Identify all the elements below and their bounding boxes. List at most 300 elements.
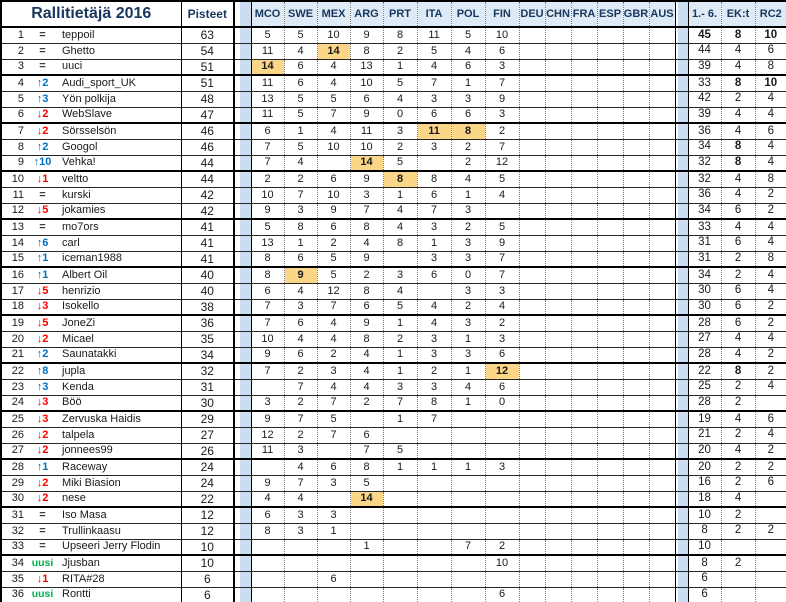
round-score-cell: 3 [417, 331, 451, 347]
standings-row [1, 107, 786, 123]
round-score-cell: 3 [451, 91, 485, 107]
round-score-cell [545, 491, 571, 507]
round-score-cell: 3 [383, 123, 417, 139]
spacer-cell [240, 555, 251, 571]
round-score-cell [485, 411, 519, 427]
round-score-cell [317, 587, 350, 602]
round-score-cell: 6 [251, 123, 284, 139]
round-score-cell: 8 [251, 251, 284, 267]
round-score-cell [649, 267, 675, 283]
round-score-cell: 4 [284, 459, 317, 475]
round-score-cell [649, 283, 675, 299]
round-score-cell [519, 107, 545, 123]
spacer-cell [678, 155, 688, 171]
round-score-cell: 5 [317, 267, 350, 283]
points-cell: 54 [181, 43, 234, 59]
round-score-cell [545, 427, 571, 443]
round-score-cell: 6 [417, 187, 451, 203]
rc2-points-cell: 4 [755, 139, 786, 155]
rank-cell: 17 [1, 283, 27, 299]
round-score-cell: 9 [485, 235, 519, 251]
points-cell: 6 [181, 587, 234, 602]
up-arrow-indicator: ↑8 [36, 364, 49, 377]
round-score-cell [545, 459, 571, 475]
spacer-cell [240, 539, 251, 555]
rc2-points-cell: 2 [755, 315, 786, 331]
round-score-cell [649, 43, 675, 59]
ekt-points-cell: 4 [721, 347, 755, 363]
rank-cell: 28 [1, 459, 27, 475]
round-score-cell [597, 75, 623, 91]
summary-header-first-six: 1.- 6. [688, 1, 721, 27]
round-score-cell [545, 251, 571, 267]
round-score-cell [519, 91, 545, 107]
round-score-cell [519, 187, 545, 203]
round-score-cell: 13 [350, 59, 383, 75]
round-score-cell: 2 [451, 139, 485, 155]
round-score-cell: 6 [485, 379, 519, 395]
up-arrow-indicator: ↑1 [36, 268, 49, 281]
ekt-points-cell [721, 587, 755, 602]
round-score-cell: 4 [317, 75, 350, 91]
round-score-cell [519, 571, 545, 587]
rank-cell: 21 [1, 347, 27, 363]
movement-cell [27, 267, 58, 283]
round-score-cell: 2 [451, 155, 485, 171]
round-score-cell: 13 [251, 91, 284, 107]
up-arrow-indicator: ↑2 [36, 140, 49, 153]
round-score-cell [571, 347, 597, 363]
round-score-cell: 6 [284, 251, 317, 267]
round-score-cell [545, 443, 571, 459]
round-score-cell: 10 [317, 27, 350, 43]
round-score-cell [317, 155, 350, 171]
player-name-cell: Rontti [58, 587, 181, 602]
round-score-cell [623, 555, 649, 571]
round-score-cell [451, 555, 485, 571]
round-score-cell [571, 571, 597, 587]
standings-row [1, 27, 786, 43]
points-cell: 47 [181, 107, 234, 123]
points-cell: 30 [181, 395, 234, 411]
round-score-cell: 4 [350, 379, 383, 395]
rc2-points-cell: 6 [755, 123, 786, 139]
movement-cell [27, 43, 58, 59]
rank-cell: 15 [1, 251, 27, 267]
spacer-cell [678, 315, 688, 331]
round-score-cell [649, 459, 675, 475]
round-score-cell: 10 [317, 139, 350, 155]
movement-cell [27, 587, 58, 602]
round-score-cell: 1 [284, 123, 317, 139]
player-name-cell: Upseeri Jerry Flodin [58, 539, 181, 555]
ekt-points-cell: 6 [721, 203, 755, 219]
round-score-cell: 6 [417, 107, 451, 123]
points-cell: 44 [181, 155, 234, 171]
round-score-cell [597, 155, 623, 171]
round-score-cell [545, 283, 571, 299]
movement-cell [27, 283, 58, 299]
new-entry-indicator: uusi [31, 556, 54, 569]
ekt-points-cell: 8 [721, 75, 755, 91]
round-score-cell [383, 507, 417, 523]
spacer-cell [678, 459, 688, 475]
round-score-cell: 3 [350, 187, 383, 203]
round-score-cell: 5 [451, 27, 485, 43]
round-score-cell: 1 [383, 315, 417, 331]
first-six-points-cell: 30 [688, 299, 721, 315]
round-score-cell [571, 27, 597, 43]
player-name-cell: kurski [58, 187, 181, 203]
round-score-cell: 3 [317, 363, 350, 379]
round-score-cell [571, 235, 597, 251]
round-score-cell [545, 91, 571, 107]
no-change-indicator: = [39, 508, 46, 521]
spacer-cell [678, 427, 688, 443]
round-score-cell [545, 587, 571, 602]
rank-cell: 7 [1, 123, 27, 139]
round-score-cell: 8 [284, 219, 317, 235]
first-six-points-cell: 28 [688, 347, 721, 363]
round-score-cell [597, 411, 623, 427]
standings-row [1, 75, 786, 91]
first-six-points-cell: 20 [688, 443, 721, 459]
first-six-points-cell: 31 [688, 251, 721, 267]
round-score-cell: 3 [485, 283, 519, 299]
standings-row [1, 283, 786, 299]
spacer-cell [678, 219, 688, 235]
round-score-cell: 7 [350, 443, 383, 459]
round-score-cell [284, 571, 317, 587]
round-score-cell: 1 [451, 395, 485, 411]
round-score-cell: 8 [451, 123, 485, 139]
spacer-cell [240, 235, 251, 251]
round-score-cell: 5 [485, 171, 519, 187]
round-score-cell [251, 587, 284, 602]
up-arrow-indicator: ↑2 [36, 76, 49, 89]
standings-row [1, 555, 786, 571]
round-score-cell [451, 443, 485, 459]
round-score-cell: 9 [251, 411, 284, 427]
round-score-cell [597, 203, 623, 219]
spacer-cell [678, 379, 688, 395]
round-score-cell [597, 91, 623, 107]
round-score-cell [597, 27, 623, 43]
standings-row [1, 523, 786, 539]
round-score-cell [649, 155, 675, 171]
round-score-cell: 5 [251, 27, 284, 43]
round-score-cell [519, 219, 545, 235]
spacer-cell [678, 299, 688, 315]
round-score-cell [571, 363, 597, 379]
round-score-cell [519, 155, 545, 171]
spacer-cell [240, 379, 251, 395]
round-score-cell: 8 [383, 171, 417, 187]
rank-cell: 27 [1, 443, 27, 459]
first-six-points-cell: 33 [688, 75, 721, 91]
round-score-cell: 4 [284, 491, 317, 507]
spacer-cell [240, 587, 251, 602]
round-score-cell: 11 [251, 443, 284, 459]
rank-cell: 10 [1, 171, 27, 187]
spacer-cell [240, 395, 251, 411]
rc2-points-cell: 4 [755, 91, 786, 107]
round-score-cell: 3 [317, 507, 350, 523]
round-score-cell [649, 379, 675, 395]
round-score-cell: 6 [317, 571, 350, 587]
standings-row [1, 507, 786, 523]
rc2-points-cell: 8 [755, 171, 786, 187]
round-score-cell: 7 [284, 475, 317, 491]
movement-cell [27, 123, 58, 139]
round-score-cell: 8 [251, 523, 284, 539]
up-arrow-indicator: ↑10 [33, 156, 52, 169]
movement-cell [27, 251, 58, 267]
first-six-points-cell: 31 [688, 235, 721, 251]
round-score-cell [545, 187, 571, 203]
player-name-cell: Audi_sport_UK [58, 75, 181, 91]
round-score-cell: 7 [417, 203, 451, 219]
first-six-points-cell: 22 [688, 363, 721, 379]
round-score-cell [485, 491, 519, 507]
round-score-cell [350, 587, 383, 602]
down-arrow-indicator: ↓1 [36, 572, 49, 585]
round-score-cell [571, 523, 597, 539]
round-score-cell: 8 [350, 283, 383, 299]
round-header-prt: PRT [383, 1, 417, 27]
spacer-cell [678, 539, 688, 555]
round-score-cell [597, 219, 623, 235]
round-score-cell: 4 [417, 59, 451, 75]
round-score-cell: 7 [317, 427, 350, 443]
round-score-cell [571, 315, 597, 331]
first-six-points-cell: 36 [688, 123, 721, 139]
round-score-cell: 3 [317, 475, 350, 491]
round-score-cell: 10 [251, 187, 284, 203]
spacer-cell [678, 363, 688, 379]
first-six-points-cell: 36 [688, 187, 721, 203]
player-name-cell: jonnees99 [58, 443, 181, 459]
player-name-cell: henrizio [58, 283, 181, 299]
round-score-cell: 4 [350, 347, 383, 363]
ekt-points-cell: 4 [721, 171, 755, 187]
spacer-cell [678, 75, 688, 91]
round-score-cell: 4 [284, 283, 317, 299]
first-six-points-cell: 45 [688, 27, 721, 43]
standings-row [1, 491, 786, 507]
round-score-cell [545, 235, 571, 251]
round-score-cell: 1 [284, 235, 317, 251]
round-score-cell [623, 251, 649, 267]
round-score-cell [571, 187, 597, 203]
down-arrow-indicator: ↓2 [36, 492, 49, 505]
ekt-points-cell: 4 [721, 491, 755, 507]
round-score-cell [519, 315, 545, 331]
points-cell: 51 [181, 75, 234, 91]
points-cell: 42 [181, 203, 234, 219]
points-cell: 63 [181, 27, 234, 43]
round-score-cell [571, 299, 597, 315]
round-score-cell: 9 [350, 27, 383, 43]
first-six-points-cell: 10 [688, 507, 721, 523]
round-score-cell: 4 [251, 491, 284, 507]
round-score-cell [623, 507, 649, 523]
round-score-cell: 2 [451, 219, 485, 235]
standings-row [1, 59, 786, 75]
round-score-cell: 4 [485, 299, 519, 315]
standings-row [1, 443, 786, 459]
round-score-cell [597, 187, 623, 203]
round-score-cell [597, 347, 623, 363]
round-score-cell: 6 [317, 219, 350, 235]
round-score-cell: 1 [451, 459, 485, 475]
first-six-points-cell: 33 [688, 219, 721, 235]
header-row [1, 1, 786, 27]
player-name-cell: teppoil [58, 27, 181, 43]
spacer-cell [240, 491, 251, 507]
round-score-cell [451, 507, 485, 523]
round-score-cell [451, 523, 485, 539]
rc2-points-cell [755, 395, 786, 411]
round-score-cell: 4 [350, 363, 383, 379]
player-name-cell: Kenda [58, 379, 181, 395]
round-score-cell: 6 [485, 43, 519, 59]
rc2-points-cell: 8 [755, 251, 786, 267]
round-score-cell: 3 [417, 219, 451, 235]
rank-cell: 19 [1, 315, 27, 331]
first-six-points-cell: 42 [688, 91, 721, 107]
round-score-cell: 5 [284, 91, 317, 107]
round-score-cell: 4 [284, 331, 317, 347]
round-score-cell: 2 [350, 395, 383, 411]
round-score-cell [519, 75, 545, 91]
round-score-cell [317, 539, 350, 555]
round-score-cell [383, 587, 417, 602]
points-cell: 6 [181, 571, 234, 587]
first-six-points-cell: 28 [688, 315, 721, 331]
rc2-points-cell: 2 [755, 299, 786, 315]
round-score-cell: 7 [317, 299, 350, 315]
ekt-points-cell: 6 [721, 235, 755, 251]
round-score-cell: 6 [317, 459, 350, 475]
points-cell: 35 [181, 331, 234, 347]
no-change-indicator: = [39, 524, 46, 537]
round-score-cell [571, 139, 597, 155]
round-score-cell [545, 139, 571, 155]
first-six-points-cell: 18 [688, 491, 721, 507]
ekt-points-cell: 4 [721, 331, 755, 347]
round-score-cell: 3 [383, 267, 417, 283]
player-name-cell: iceman1988 [58, 251, 181, 267]
rank-cell: 13 [1, 219, 27, 235]
points-cell: 22 [181, 491, 234, 507]
round-score-cell [623, 299, 649, 315]
movement-cell [27, 299, 58, 315]
round-score-cell [383, 555, 417, 571]
spacer-cell [240, 411, 251, 427]
round-score-cell: 3 [451, 203, 485, 219]
round-score-cell: 2 [284, 171, 317, 187]
movement-cell [27, 523, 58, 539]
round-score-cell: 2 [317, 347, 350, 363]
round-score-cell: 6 [350, 91, 383, 107]
round-score-cell [623, 91, 649, 107]
round-score-cell [623, 283, 649, 299]
round-score-cell: 3 [451, 283, 485, 299]
round-score-cell: 4 [451, 379, 485, 395]
points-cell: 51 [181, 59, 234, 75]
spacer-cell [678, 395, 688, 411]
round-score-cell [451, 587, 485, 602]
round-score-cell: 3 [485, 331, 519, 347]
round-header-fra: FRA [571, 1, 597, 27]
rank-cell: 5 [1, 91, 27, 107]
round-score-cell: 7 [350, 203, 383, 219]
round-score-cell: 6 [284, 75, 317, 91]
movement-cell [27, 363, 58, 379]
standings-row [1, 539, 786, 555]
points-cell: 34 [181, 347, 234, 363]
points-cell: 41 [181, 251, 234, 267]
standings-row [1, 459, 786, 475]
rc2-points-cell: 10 [755, 27, 786, 43]
spacer-cell [240, 475, 251, 491]
rank-cell: 8 [1, 139, 27, 155]
round-score-cell: 6 [251, 507, 284, 523]
round-score-cell [597, 123, 623, 139]
player-name-cell: WebSlave [58, 107, 181, 123]
round-score-cell [623, 267, 649, 283]
round-score-cell [383, 251, 417, 267]
movement-cell [27, 459, 58, 475]
down-arrow-indicator: ↓3 [36, 412, 49, 425]
standings-row [1, 587, 786, 602]
first-six-points-cell: 6 [688, 587, 721, 602]
rank-cell: 29 [1, 475, 27, 491]
points-cell: 32 [181, 363, 234, 379]
round-score-cell [571, 171, 597, 187]
round-score-cell: 6 [284, 59, 317, 75]
round-score-cell [417, 443, 451, 459]
round-score-cell [623, 443, 649, 459]
first-six-points-cell: 19 [688, 411, 721, 427]
spacer-cell [240, 267, 251, 283]
round-score-cell: 11 [251, 107, 284, 123]
round-score-cell [623, 315, 649, 331]
round-score-cell [485, 507, 519, 523]
round-score-cell: 5 [383, 299, 417, 315]
round-score-cell [597, 427, 623, 443]
first-six-points-cell: 28 [688, 395, 721, 411]
spacer-cell [678, 251, 688, 267]
standings-row [1, 331, 786, 347]
spacer-cell [678, 523, 688, 539]
round-score-cell [597, 235, 623, 251]
standings-row [1, 171, 786, 187]
movement-cell [27, 411, 58, 427]
round-score-cell [251, 539, 284, 555]
round-header-esp: ESP [597, 1, 623, 27]
movement-cell [27, 107, 58, 123]
round-score-cell [485, 427, 519, 443]
round-score-cell: 2 [383, 331, 417, 347]
round-score-cell: 11 [417, 27, 451, 43]
round-score-cell [571, 267, 597, 283]
round-score-cell [519, 427, 545, 443]
points-cell: 41 [181, 219, 234, 235]
standings-row [1, 123, 786, 139]
round-score-cell: 6 [451, 107, 485, 123]
